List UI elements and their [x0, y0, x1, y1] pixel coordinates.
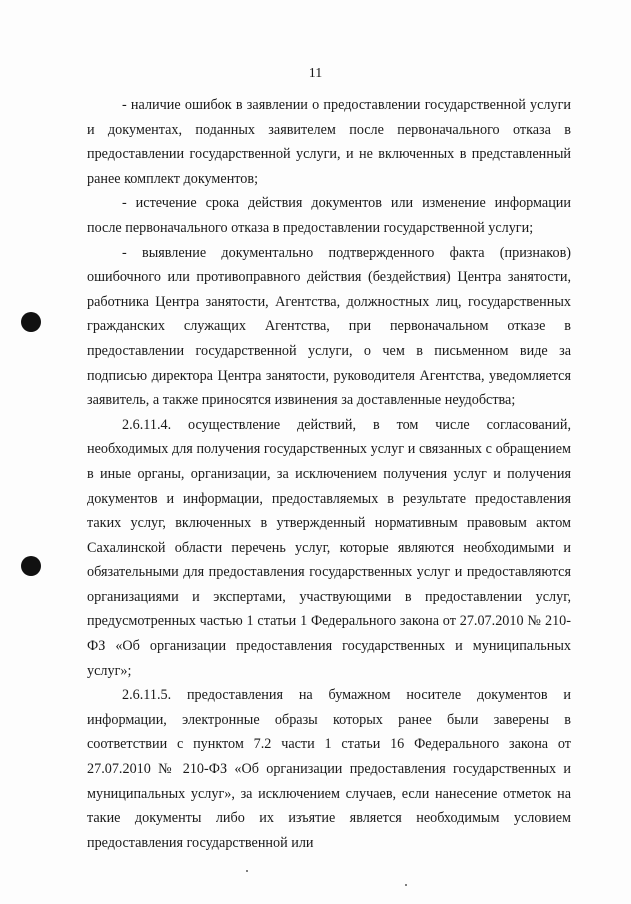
punch-hole-top: [21, 312, 41, 332]
paragraph: - наличие ошибок в заявлении о предоставлении государственной услуги и документах, поданных заявителем после первоначального отказа в предоставлении государственной услуги, и не включенных в представленный ранее комплект документов;: [87, 97, 571, 187]
paragraph: - истечение срока действия документов или изменение информации после первоначального отказа в предоставлении государственной услуги;: [87, 195, 571, 236]
paragraph: 2.6.11.4. осуществление действий, в том числе согласований, необходимых для получения государственных услуг и связанных с обращением в иные органы, организации, за исключением получения услуг и получения документов и информации, предоставляемых в результате предоставления таких услуг, включенных в утвержденный нормативным правовым актом Сахалинской области перечень услуг, которые являются необходимыми и обязательными для предоставления государственных услуг и предоставляются организациями и экспертами, участвующими в предоставлении услуг, предусмотренных частью 1 статьи 1 Федерального закона от 27.07.2010 № 210-ФЗ «Об организации предоставления государственных и муниципальных услуг»;: [87, 416, 571, 679]
scan-speck: [246, 870, 248, 872]
punch-hole-bottom: [21, 556, 41, 576]
document-body: [87, 93, 571, 855]
scan-speck: [405, 884, 407, 886]
paragraph: - выявление документально подтвержденного факта (признаков) ошибочного или противоправного действия (бездействия) Центра занятости, работника Центра занятости, Агентства, должностных лиц, государственных гражданских служащих Агентства, при первоначальном отказе в предоставлении государственной услуги, о чем в письменном виде за подписью директора Центра занятости, руководителя Агентства, уведомляется заявитель, а также приносятся извинения за доставленные неудобства;: [87, 244, 571, 409]
page-number: 11: [308, 66, 323, 81]
paragraph: 2.6.11.5. предоставления на бумажном носителе документов и информации, электронные образы которых ранее были заверены в соответствии с пунктом 7.2 части 1 статьи 16 Федерального закона от 27.07.2010 № 210-ФЗ «Об организации предоставления государственных и муниципальных услуг», за исключением случаев, если нанесение отметок на такие документы либо их изъятие является необходимым условием предоставления государственной или: [87, 687, 571, 851]
